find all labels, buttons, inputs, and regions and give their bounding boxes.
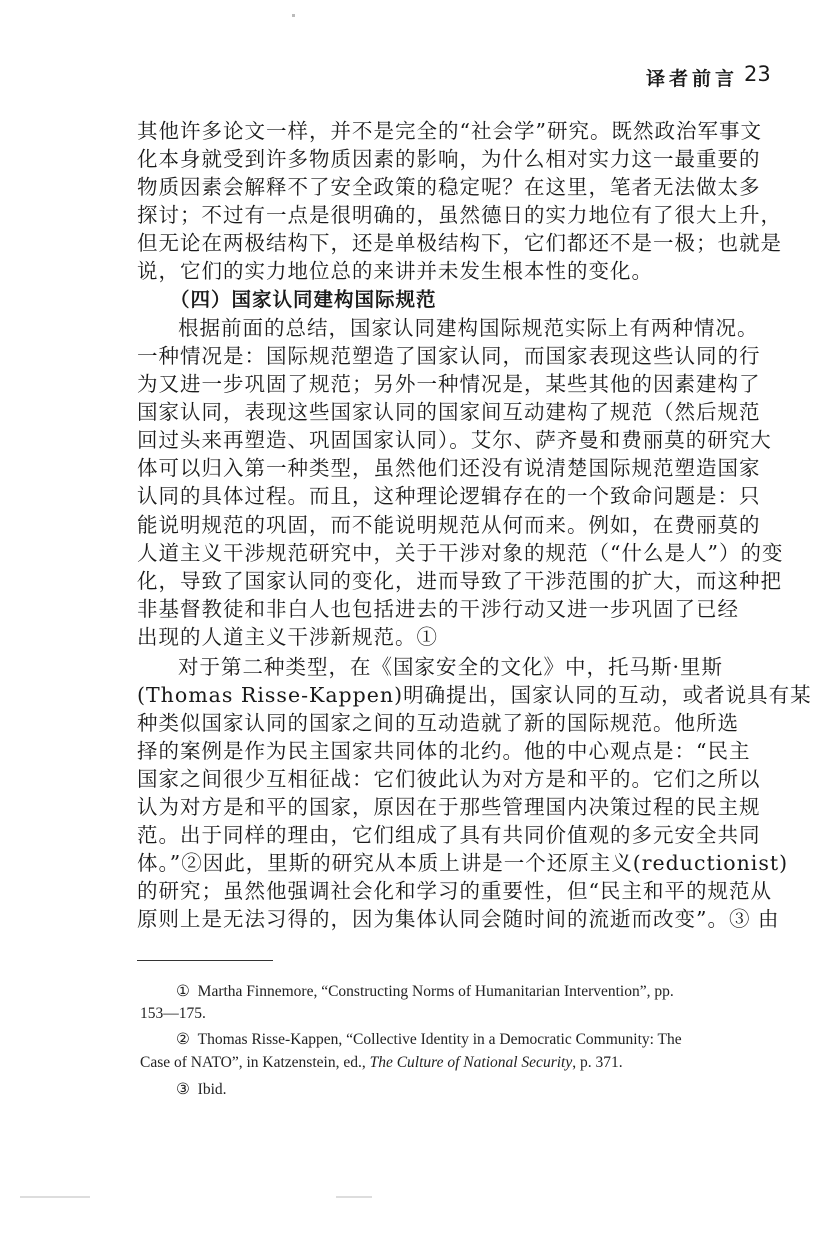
body-line: 物质因素会解释不了安全政策的稳定呢？在这里，笔者无法做太多 — [137, 175, 761, 199]
body-line: 说，它们的实力地位总的来讲并未发生根本性的变化。 — [137, 259, 653, 283]
body-line: 但无论在两极结构下，还是单极结构下，它们都还不是一极；也就是 — [137, 231, 782, 255]
body-line: 人道主义干涉规范研究中，关于干涉对象的规范（“什么是人”）的变 — [137, 541, 784, 565]
body-line: 能说明规范的巩固，而不能说明规范从何而来。例如，在费丽莫的 — [137, 513, 761, 537]
body-line: 化本身就受到许多物质因素的影响，为什么相对实力这一最重要的 — [137, 147, 761, 171]
footnote-2-continued — [140, 1053, 623, 1073]
footnote-text: Thomas Risse-Kappen, “Collective Identity in a Democratic Community: The — [197, 1031, 682, 1048]
footnote-text: Martha Finnemore, “Constructing Norms of Humanitarian Intervention”, pp. — [197, 983, 674, 1000]
footnote-text: , p. 371. — [572, 1054, 623, 1071]
body-line: 的研究；虽然他强调社会化和学习的重要性，但“民主和平的规范从 — [137, 879, 772, 903]
body-line: 非基督教徒和非白人也包括进去的干涉行动又进一步巩固了已经 — [137, 597, 739, 621]
body-line: 回过头来再塑造、巩固国家认同）。艾尔、萨齐曼和费丽莫的研究大 — [137, 428, 772, 452]
footnote-marker: ① — [176, 983, 190, 1000]
section-heading: （四）国家认同建构国际规范 — [170, 288, 437, 311]
body-line: 择的案例是作为民主国家共同体的北约。他的中心观点是：“民主 — [137, 739, 751, 763]
body-line: 范。出于同样的理由，它们组成了具有共同价值观的多元安全共同 — [137, 823, 761, 847]
body-line: (Thomas Risse-Kappen)明确提出，国家认同的互动，或者说具有某 — [137, 683, 812, 707]
body-line: 出现的人道主义干涉新规范。① — [137, 625, 438, 649]
footnote-1-continued: 153—175. — [140, 1005, 206, 1022]
footnote-3 — [176, 1080, 227, 1100]
body-line: 根据前面的总结，国家认同建构国际规范实际上有两种情况。 — [178, 316, 759, 340]
body-line: 对于第二种类型，在《国家安全的文化》中，托马斯·里斯 — [178, 655, 724, 679]
footnote-marker: ② — [176, 1031, 190, 1048]
scan-speck — [20, 1196, 90, 1198]
body-line: 一种情况是：国际规范塑造了国家认同，而国家表现这些认同的行 — [137, 344, 761, 368]
body-line: 体。”②因此，里斯的研究从本质上讲是一个还原主义(reductionist) — [137, 851, 789, 875]
footnote-1 — [176, 982, 674, 1002]
scan-speck — [292, 14, 295, 17]
body-line: 为又进一步巩固了规范；另外一种情况是，某些其他的因素建构了 — [137, 372, 761, 396]
running-header-title: 译者前言 — [646, 68, 739, 90]
body-line: 化，导致了国家认同的变化，进而导致了干涉范围的扩大，而这种把 — [137, 569, 782, 593]
body-line: 探讨；不过有一点是很明确的，虽然德日的实力地位有了很大上升， — [137, 203, 782, 227]
footnote-marker: ③ — [176, 1081, 190, 1098]
scan-speck — [336, 1196, 372, 1198]
body-line: 体可以归入第一种类型，虽然他们还没有说清楚国际规范塑造国家 — [137, 456, 761, 480]
body-line: 其他许多论文一样，并不是完全的“社会学”研究。既然政治军事文 — [137, 119, 762, 143]
book-title: The Culture of National Security — [369, 1054, 573, 1071]
footnote-2 — [176, 1030, 682, 1050]
body-line: 种类似国家认同的国家之间的互动造就了新的国际规范。他所选 — [137, 711, 739, 735]
body-line: 认同的具体过程。而且，这种理论逻辑存在的一个致命问题是：只 — [137, 484, 761, 508]
body-line: 国家认同，表现这些国家认同的国家间互动建构了规范（然后规范 — [137, 400, 761, 424]
footnote-separator — [137, 960, 273, 961]
footnote-text: Case of NATO”, in Katzenstein, ed., — [140, 1054, 370, 1071]
page-number: 23 — [744, 62, 771, 86]
footnote-text: Ibid. — [197, 1081, 227, 1098]
body-line: 国家之间很少互相征战：它们彼此认为对方是和平的。它们之所以 — [137, 767, 761, 791]
body-line: 原则上是无法习得的，因为集体认同会随时间的流逝而改变”。③ 由 — [137, 907, 780, 931]
body-line: 认为对方是和平的国家，原因在于那些管理国内决策过程的民主规 — [137, 795, 761, 819]
